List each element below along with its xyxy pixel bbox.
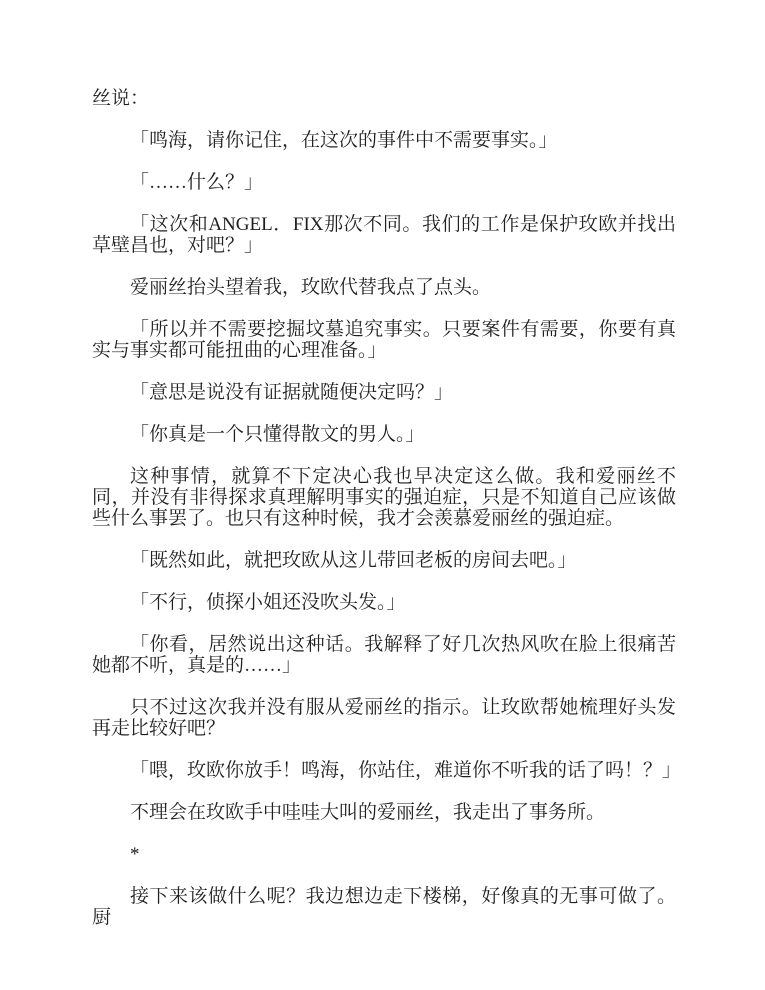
paragraph: 「你看，居然说出这种话。我解释了好几次热风吹在脸上很痛苦她都不听，真是的……」 bbox=[92, 634, 676, 676]
paragraph: 不理会在玫欧手中哇哇大叫的爱丽丝，我走出了事务所。 bbox=[130, 802, 606, 823]
paragraph: 只不过这次我并没有服从爱丽丝的指示。让玫欧帮她梳理好头发再走比较好吧？ bbox=[92, 697, 676, 739]
paragraph: 「这次和ANGEL．FIX那次不同。我们的工作是保护玫欧并找出草壁昌也，对吧？」 bbox=[92, 214, 676, 256]
paragraph: 「你真是一个只懂得散文的男人。」 bbox=[130, 424, 425, 445]
paragraph: 「鸣海，请你记住，在这次的事件中不需要事实。」 bbox=[130, 130, 558, 151]
paragraph: 接下来该做什么呢？我边想边走下楼梯，好像真的无事可做了。厨 bbox=[92, 886, 676, 928]
paragraph: 「所以并不需要挖掘坟墓追究事实。只要案件有需要，你要有真实与事实都可能扭曲的心理准备。」 bbox=[92, 319, 676, 361]
paragraph: 这种事情，就算不下定决心我也早决定这么做。我和爱丽丝不同，并没有非得探求真理解明事实的强迫症，只是不知道自己应该做些什么事罢了。也只有这种时候，我才会羡慕爱丽丝的强迫症。 bbox=[92, 466, 676, 529]
paragraph: 「不行，侦探小姐还没吹头发。」 bbox=[130, 592, 406, 613]
paragraph: 「……什么？」 bbox=[130, 172, 264, 193]
paragraph: 「意思是说没有证据就随便决定吗？」 bbox=[130, 382, 454, 403]
paragraph: 丝说： bbox=[92, 88, 150, 109]
paragraph: 「既然如此，就把玫欧从这儿带回老板的房间去吧。」 bbox=[130, 550, 577, 571]
paragraph: 爱丽丝抬头望着我，玫欧代替我点了点头。 bbox=[130, 277, 492, 298]
page-text bbox=[92, 88, 682, 949]
section-divider: * bbox=[130, 844, 140, 865]
paragraph: 「喂，玫欧你放手！鸣海，你站住，难道你不听我的话了吗！？」 bbox=[130, 760, 682, 781]
